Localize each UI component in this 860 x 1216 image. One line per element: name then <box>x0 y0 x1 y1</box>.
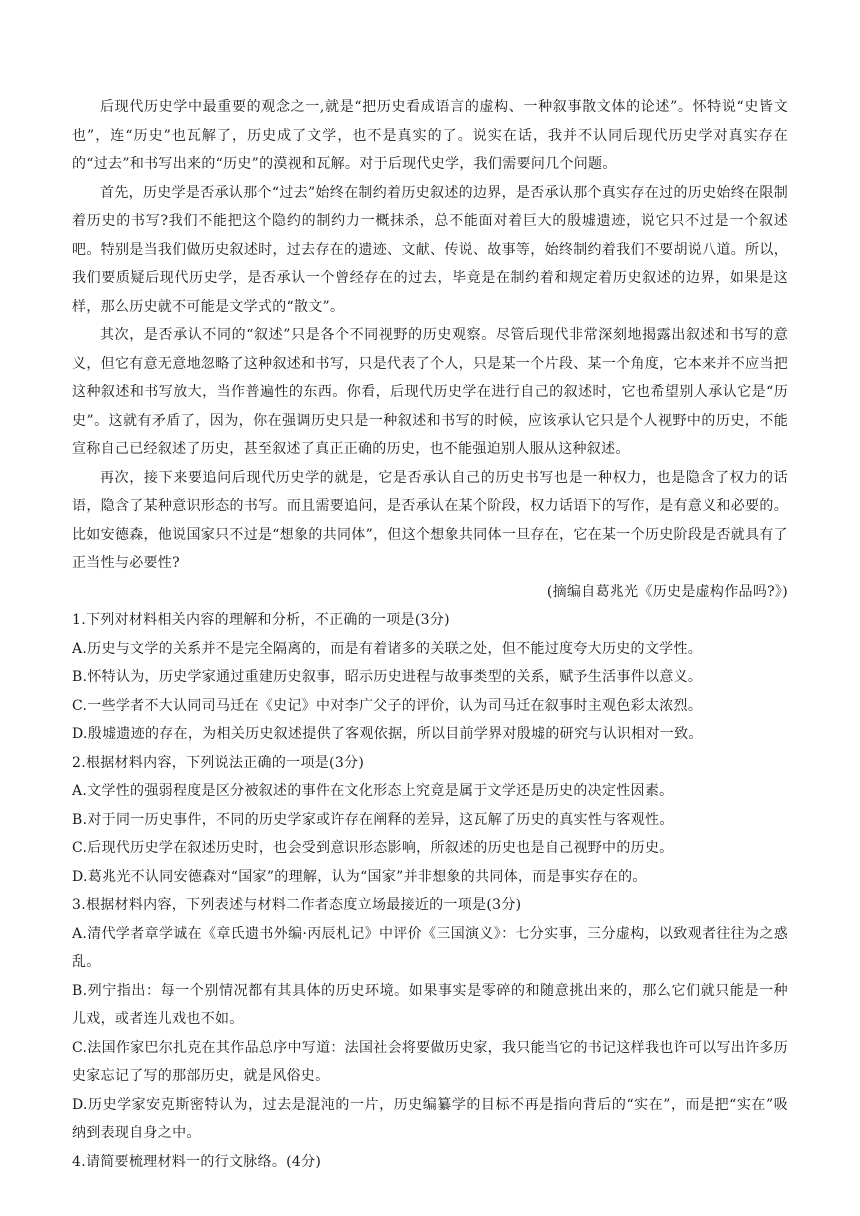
exam-page <box>72 93 788 1176</box>
reading-passage <box>72 93 788 606</box>
passage-paragraph: 首先，历史学是否承认那个“过去”始终在制约着历史叙述的边界，是否承认那个真实存在过的历史始终在限制着历史的书写?我们不能把这个隐约的制约力一概抹杀，总不能面对着巨大的殷墟遗迹，说它只不过是一个叙述吧。特别是当我们做历史叙述时，过去存在的遗迹、文献、传说、故事等，始终制约着我们不要胡说八道。所以，我们要质疑后现代历史学，是否承认一个曾经存在的过去，毕竟是在制约着和规定着历史叙述的边界，如果是这样，那么历史就不可能是文学式的“散文”。 <box>72 184 788 315</box>
passage-paragraph: 再次，接下来要追问后现代历史学的就是，它是否承认自己的历史书写也是一种权力，也是隐含了权力的话语，隐含了某种意识形态的书写。而且需要追问，是否承认在某个阶段，权力话语下的写作，是有意义和必要的。比如安德森，他说国家只不过是“想象的共同体”，但这个想象共同体一旦存在，它在某一个历史阶段是否就具有了正当性与必要性? <box>72 469 788 571</box>
option-a: A.历史与文学的关系并不是完全隔离的，而是有着诸多的关联之处，但不能过度夸大历史的文学性。 <box>72 640 703 657</box>
option-d: D.葛兆光不认同安德森对“国家”的理解，认为“国家”并非想象的共同体，而是事实存在的。 <box>72 868 647 885</box>
option-a: A.文学性的强弱程度是区分被叙述的事件在文化形态上究竟是属于文学还是历史的决定性因素。 <box>72 783 674 799</box>
question-2 <box>72 749 788 892</box>
option-c: C.一些学者不大认同司马迁在《史记》中对李广父子的评价，认为司马迁在叙事时主观色彩太浓烈。 <box>72 697 703 714</box>
question-stem: 3.根据材料内容，下列表述与材料二作者态度立场最接近的一项是(3分) <box>72 897 522 913</box>
option-d: D.历史学家安克斯密特认为，过去是混沌的一片，历史编纂学的目标不再是指向背后的“实在”，而是把“实在”吸纳到表现自身之中。 <box>72 1096 788 1141</box>
option-d: D.殷墟遗迹的存在，为相关历史叙述提供了客观依据，所以目前学界对殷墟的研究与认识相对一致。 <box>72 726 703 742</box>
passage-paragraph: 其次，是否承认不同的“叙述”只是各个不同视野的历史观察。尽管后现代非常深刻地揭露出叙述和书写的意义，但它有意无意地忽略了这种叙述和书写，只是代表了个人，只是某一个片段、某一个角度，它本来并不应当把这种叙述和书写放大，当作普遍性的东西。你看，后现代历史学在进行自己的叙述时，它也希望别人承认它是“历史”。这就有矛盾了，因为，你在强调历史只是一种叙述和书写的时候，应该承认它只是个人视野中的历史，不能宣称自己已经叙述了历史，甚至叙述了真正正确的历史，也不能强迫别人服从这种叙述。 <box>72 327 788 457</box>
passage-paragraph: 后现代历史学中最重要的观念之一,就是“把历史看成语言的虚构、一种叙事散文体的论述”。怀特说“史皆文也”，连“历史”也瓦解了，历史成了文学，也不是真实的了。说实在话，我并不认同后现代历史学对真实存在的“过去”和书写出来的“历史”的漠视和瓦解。对于后现代史学，我们需要问几个问题。 <box>72 99 788 172</box>
question-3 <box>72 891 788 1148</box>
option-a: A.清代学者章学诚在《章氏遗书外编·丙辰札记》中评价《三国演义》：七分实事，三分虚构，以致观者往往为之惑乱。 <box>72 925 788 970</box>
question-4 <box>72 1148 788 1177</box>
option-c: C.法国作家巴尔扎克在其作品总序中写道：法国社会将要做历史家，我只能当它的书记这样我也许可以写出许多历史家忘记了写的那部历史，就是风俗史。 <box>72 1039 788 1084</box>
option-b: B.对于同一历史事件，不同的历史学家或许存在阐释的差异，这瓦解了历史的真实性与客观性。 <box>72 811 674 828</box>
question-1 <box>72 606 788 749</box>
passage-source: (摘编自葛兆光《历史是虚构作品吗?》) <box>546 583 788 600</box>
question-stem: 2.根据材料内容，下列说法正确的一项是(3分) <box>72 754 365 771</box>
option-b: B.列宁指出：每一个别情况都有其具体的历史环境。如果事实是零碎的和随意挑出来的，那么它们就只能是一种儿戏，或者连儿戏也不如。 <box>72 982 788 1027</box>
option-b: B.怀特认为，历史学家通过重建历史叙事，昭示历史进程与故事类型的关系，赋予生活事件以意义。 <box>72 669 703 685</box>
question-stem: 1.下列对材料相关内容的理解和分析，不正确的一项是(3分) <box>72 612 450 628</box>
question-stem: 4.请简要梳理材料一的行文脉络。(4分) <box>72 1153 322 1170</box>
option-c: C.后现代历史学在叙述历史时，也会受到意识形态影响，所叙述的历史也是自己视野中的历史。 <box>72 840 674 856</box>
